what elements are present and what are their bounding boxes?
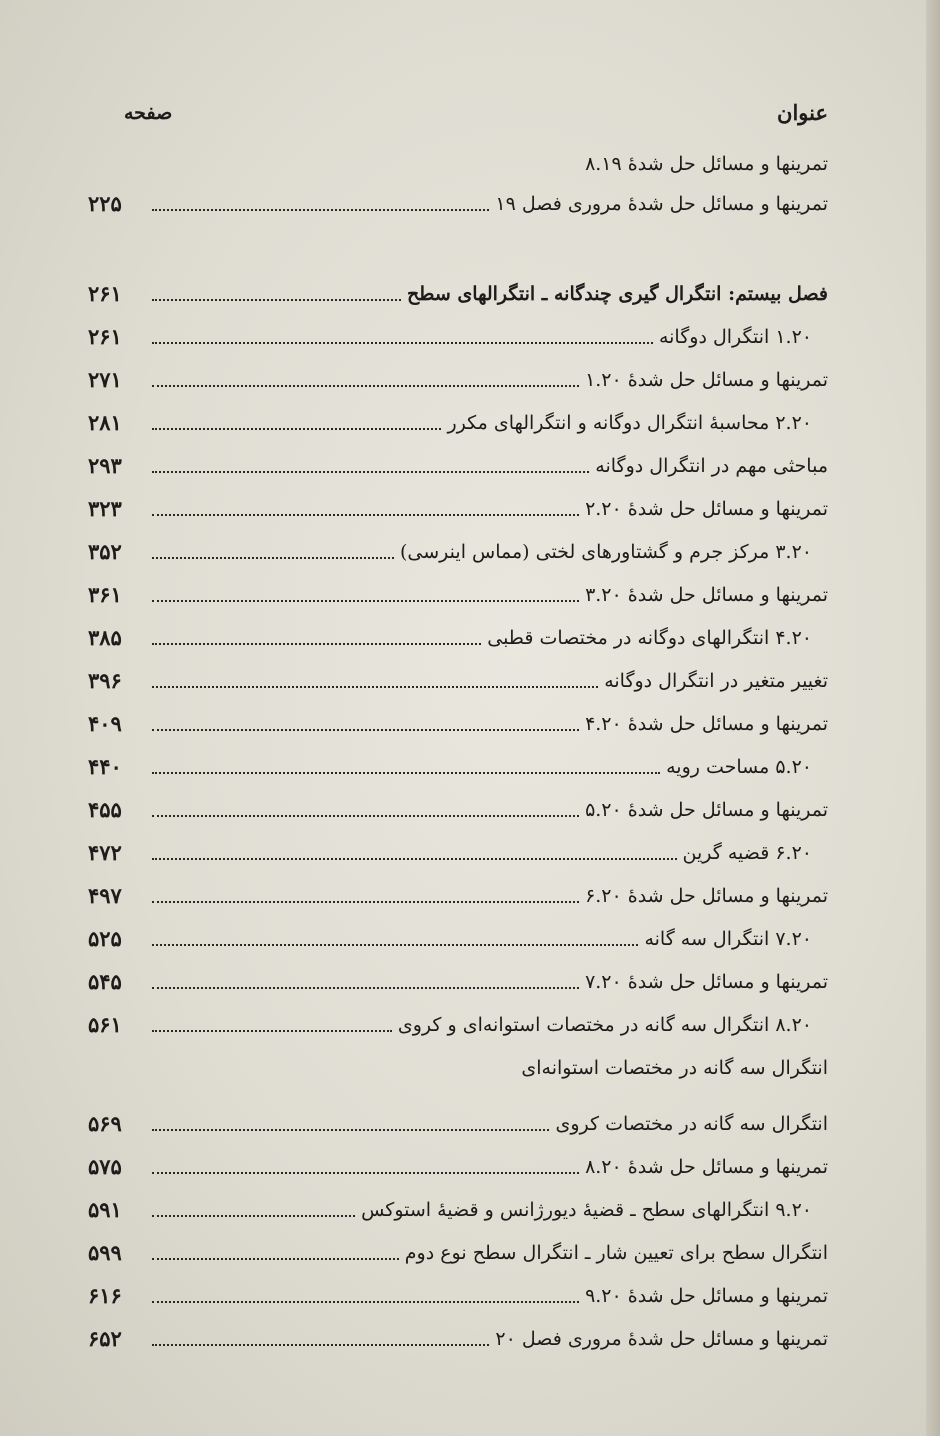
dot-leader: [152, 1172, 579, 1174]
dot-leader: [152, 514, 579, 516]
dot-leader: [152, 901, 579, 903]
toc-entry-title: ۵.۲۰ مساحت رویه: [666, 756, 812, 778]
toc-entry-title: تمرینها و مسائل حل شدهٔ ۵.۲۰: [585, 799, 828, 821]
dot-leader: [152, 209, 489, 211]
toc-entry-page: ۵۶۱: [88, 1012, 122, 1037]
toc-entry-title: تمرینها و مسائل حل شدهٔ ۶.۲۰: [585, 885, 828, 907]
toc-entry: [88, 614, 828, 652]
toc-entry-page: ۳۸۵: [88, 625, 122, 650]
toc-entry-page: ۲۶۱: [88, 324, 122, 349]
toc-entry: [88, 528, 828, 566]
toc-entry-title: انتگرال سطح برای تعیین شار ـ انتگرال سطح نوع دوم: [404, 1242, 828, 1264]
toc-entry: [88, 786, 828, 824]
toc-entry-title: ۷.۲۰ انتگرال سه گانه: [644, 928, 812, 950]
toc-entry: [88, 1044, 828, 1082]
toc-entry-page: ۶۱۶: [88, 1283, 122, 1308]
toc-entry-title: تمرینها و مسائل حل شدهٔ ۱.۲۰: [585, 369, 828, 391]
toc-entry: [88, 1001, 828, 1039]
dot-leader: [152, 1344, 489, 1346]
toc-entry-page: ۳۹۶: [88, 668, 122, 693]
toc-entry: [88, 313, 828, 351]
toc-entry-page: ۴۷۲: [88, 840, 122, 865]
toc-entry-page: ۵۷۵: [88, 1154, 122, 1179]
toc-entry-title: تغییر متغیر در انتگرال دوگانه: [604, 670, 828, 692]
toc-entry-page: ۵۶۹: [88, 1111, 122, 1136]
toc-entry: [88, 1143, 828, 1181]
toc-entry-page: ۳۵۲: [88, 539, 122, 564]
chapter-heading: [88, 270, 828, 308]
toc-entry-title: تمرینها و مسائل حل شدهٔ مروری فصل ۲۰: [495, 1328, 828, 1350]
dot-leader: [152, 428, 441, 430]
toc-entry: [88, 915, 828, 953]
toc-entry-page: ۲۷۱: [88, 367, 122, 392]
dot-leader: [152, 1301, 579, 1303]
toc-entry-page: ۴۴۰: [88, 754, 122, 779]
toc-entry: [88, 958, 828, 996]
toc-entry-title: ۱.۲۰ انتگرال دوگانه: [658, 326, 812, 348]
dot-leader: [152, 686, 598, 688]
toc-entry-page: ۵۲۵: [88, 926, 122, 951]
dot-leader: [152, 299, 401, 301]
toc-entry: [88, 657, 828, 695]
dot-leader: [152, 342, 653, 344]
toc-entry: [88, 571, 828, 609]
toc-entry-title: تمرینها و مسائل حل شدهٔ ۴.۲۰: [585, 713, 828, 735]
toc-entry-page: ۴۰۹: [88, 711, 122, 736]
toc-entry-title: تمرینها و مسائل حل شدهٔ ۷.۲۰: [585, 971, 828, 993]
toc-entry-title: مباحثی مهم در انتگرال دوگانه: [595, 455, 828, 477]
toc-entry: [88, 700, 828, 738]
header-title: عنوان: [777, 100, 828, 125]
toc-entry: [88, 356, 828, 394]
toc-entry-title: تمرینها و مسائل حل شدهٔ ۸.۲۰: [585, 1156, 828, 1178]
dot-leader: [152, 987, 579, 989]
toc-entry-page: ۳۲۳: [88, 496, 122, 521]
dot-leader: [152, 1258, 399, 1260]
toc-entry: [88, 743, 828, 781]
dot-leader: [152, 1129, 549, 1131]
toc-entry: [88, 442, 828, 480]
dot-leader: [152, 944, 638, 946]
toc-entry-title: ۳.۲۰ مرکز جرم و گشتاورهای لختی (مماس اینرسی): [400, 541, 812, 563]
dot-leader: [152, 471, 589, 473]
toc-entry: [88, 399, 828, 437]
toc-entry: [88, 140, 828, 178]
toc-entry-title: تمرینها و مسائل حل شدهٔ مروری فصل ۱۹: [495, 193, 828, 215]
toc-entry-page: ۲۹۳: [88, 453, 122, 478]
toc-entry-page: ۵۴۵: [88, 969, 122, 994]
toc-entry: [88, 180, 828, 218]
toc-entry: [88, 1100, 828, 1138]
toc-entry-title: تمرینها و مسائل حل شدهٔ ۳.۲۰: [585, 584, 828, 606]
toc-entry-title: ۲.۲۰ محاسبهٔ انتگرال دوگانه و انتگرالهای مکرر: [447, 412, 812, 434]
toc-entry-page: ۵۹۹: [88, 1240, 122, 1265]
toc-entry-page: ۵۹۱: [88, 1197, 122, 1222]
toc-entry-page: ۲۲۵: [88, 191, 122, 216]
toc-entry: [88, 1186, 828, 1224]
toc-entry-title: تمرینها و مسائل حل شدهٔ ۲.۲۰: [585, 498, 828, 520]
toc-entry-title: ۹.۲۰ انتگرالهای سطح ـ قضیهٔ دیورژانس و قضیهٔ استوکس: [361, 1199, 812, 1221]
dot-leader: [152, 600, 579, 602]
toc-entry: [88, 872, 828, 910]
toc-entry: [88, 485, 828, 523]
toc-entry-page: ۲۶۱: [88, 281, 122, 306]
toc-entry-page: ۶۵۲: [88, 1326, 122, 1351]
toc-entry-title: انتگرال سه گانه در مختصات کروی: [555, 1113, 828, 1135]
toc-entry: [88, 1315, 828, 1353]
dot-leader: [152, 643, 481, 645]
header-page-label: صفحه: [124, 102, 173, 124]
toc-entry-title: تمرینها و مسائل حل شدهٔ ۹.۲۰: [585, 1285, 828, 1307]
dot-leader: [152, 858, 677, 860]
dot-leader: [152, 729, 579, 731]
toc-entry-title: تمرینها و مسائل حل شدهٔ ۸.۱۹: [585, 153, 828, 175]
toc-entry-title: انتگرال سه گانه در مختصات استوانه‌ای: [521, 1057, 828, 1079]
toc-entry-page: ۴۹۷: [88, 883, 122, 908]
dot-leader: [152, 557, 394, 559]
dot-leader: [152, 815, 579, 817]
toc-entry: [88, 1272, 828, 1310]
toc-entry-page: ۲۸۱: [88, 410, 122, 435]
dot-leader: [152, 772, 660, 774]
page-edge: [926, 0, 940, 1436]
toc-entry: [88, 1229, 828, 1267]
toc-entry-page: ۳۶۱: [88, 582, 122, 607]
dot-leader: [152, 385, 579, 387]
toc-entry-title: ۴.۲۰ انتگرالهای دوگانه در مختصات قطبی: [487, 627, 812, 649]
chapter-title: فصل بیستم: انتگرال گیری چندگانه ـ انتگرالهای سطح: [407, 283, 828, 305]
dot-leader: [152, 1030, 392, 1032]
dot-leader: [152, 1215, 355, 1217]
toc-entry-page: ۴۵۵: [88, 797, 122, 822]
toc-header: [88, 100, 828, 140]
toc-entry-title: ۸.۲۰ انتگرال سه گانه در مختصات استوانه‌ای و کروی: [397, 1014, 812, 1036]
toc-entry: [88, 829, 828, 867]
toc-entry-title: ۶.۲۰ قضیه گرین: [682, 842, 812, 864]
